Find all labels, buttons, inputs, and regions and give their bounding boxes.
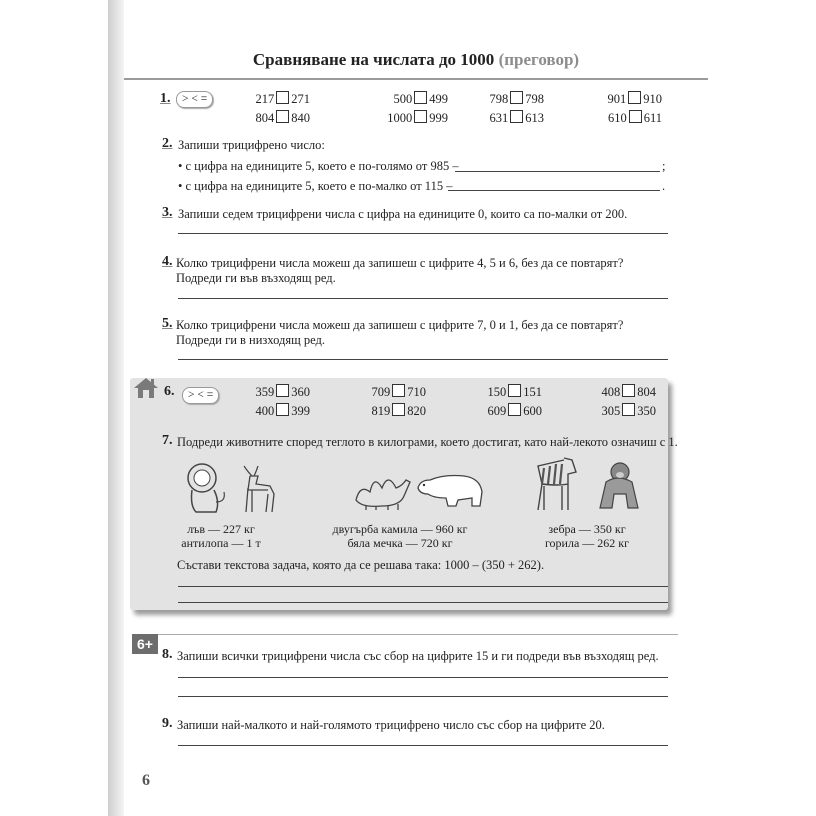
comparison-left-number: 804 — [255, 111, 275, 125]
comparison-answer-box[interactable] — [276, 384, 289, 397]
comparison-left-number: 819 — [371, 404, 391, 418]
task4-line1: Колко трицифрени числа можеш да запишеш с цифрите 4, 5 и 6, без да се повтарят? — [176, 256, 624, 270]
comparison-left-number: 408 — [601, 385, 621, 399]
task8-answer-line2[interactable] — [178, 696, 668, 697]
camel-illustration — [352, 466, 414, 517]
comparison-left-number: 1000 — [387, 111, 413, 125]
label-camel-bear — [330, 522, 470, 550]
comparison-item — [236, 403, 310, 419]
section-rule — [158, 634, 678, 635]
task6-symbols: > < = — [182, 387, 219, 404]
antelope-illustration — [234, 464, 278, 519]
comparison-right-number: 910 — [643, 92, 662, 106]
comparison-right-number: 600 — [523, 404, 542, 418]
comparison-right-number: 840 — [291, 111, 310, 125]
label-gorilla: горила — 262 кг — [544, 536, 630, 550]
task2-bullet2: • с цифра на единиците 5, което е по-малко от 115 – — [178, 179, 453, 193]
title-subtitle: (преговор) — [498, 50, 580, 69]
comparison-right-number: 271 — [291, 92, 310, 106]
comparison-answer-box[interactable] — [629, 110, 642, 123]
label-lion: лъв — 227 кг — [187, 522, 255, 536]
task7-answer-line2[interactable] — [178, 602, 668, 603]
comparison-answer-box[interactable] — [414, 110, 427, 123]
comparison-left-number: 609 — [487, 404, 507, 418]
comparison-left-number: 400 — [255, 404, 275, 418]
comparison-left-number: 709 — [371, 385, 391, 399]
label-bear: бяла мечка — 720 кг — [347, 536, 453, 550]
task2-number: 2. — [162, 136, 173, 151]
task3-answer-line[interactable] — [178, 233, 668, 234]
comparison-right-number: 399 — [291, 404, 310, 418]
comparison-answer-box[interactable] — [622, 403, 635, 416]
comparison-right-number: 798 — [525, 92, 544, 106]
task4-line2: Подреди ги във възходящ ред. — [176, 271, 336, 285]
comparison-right-number: 350 — [637, 404, 656, 418]
task5-answer-line[interactable] — [178, 359, 668, 360]
comparison-item — [364, 91, 448, 107]
comparison-answer-box[interactable] — [628, 91, 641, 104]
task2-answer-line1[interactable] — [455, 171, 660, 172]
comparison-answer-box[interactable] — [392, 403, 405, 416]
comparison-answer-box[interactable] — [276, 403, 289, 416]
comparison-left-number: 359 — [255, 385, 275, 399]
gorilla-illustration — [592, 460, 644, 517]
page-binding-shadow — [108, 0, 124, 816]
task3-text: Запиши седем трицифрени числа с цифра на единиците 0, които са по-малки от 200. — [178, 207, 628, 221]
label-camel: двугърба камила — 960 кг — [332, 522, 468, 536]
comparison-item — [586, 91, 662, 107]
comparison-answer-box[interactable] — [622, 384, 635, 397]
comparison-left-number: 217 — [255, 92, 275, 106]
comparison-right-number: 820 — [407, 404, 426, 418]
comparison-item — [466, 403, 542, 419]
comparison-right-number: 611 — [643, 111, 662, 125]
comparison-left-number: 901 — [607, 92, 627, 106]
task5-number: 5. — [162, 316, 173, 331]
task1-number: 1. — [160, 91, 171, 106]
comparison-left-number: 150 — [487, 385, 507, 399]
task3-number: 3. — [162, 205, 173, 220]
task5-line1: Колко трицифрени числа можеш да запишеш с цифрите 7, 0 и 1, без да се повтарят? — [176, 318, 624, 332]
label-antelope: антилопа — 1 т — [181, 536, 261, 550]
page-title — [124, 50, 708, 70]
task1-symbols: > < = — [176, 91, 213, 108]
task7-text: Подреди животните според теглото в килограми, което достигат, като най-лекото означиш с 1. — [177, 435, 678, 449]
comparison-left-number: 500 — [393, 92, 413, 106]
comparison-right-number: 499 — [429, 92, 448, 106]
comparison-answer-box[interactable] — [276, 91, 289, 104]
label-lion-antelope — [166, 522, 276, 550]
comparison-right-number: 804 — [637, 385, 656, 399]
polar-bear-illustration — [414, 470, 486, 515]
comparison-left-number: 305 — [601, 404, 621, 418]
comparison-right-number: 613 — [525, 111, 544, 125]
difficulty-badge: 6+ — [132, 634, 158, 654]
task5-line2: Подреди ги в низходящ ред. — [176, 333, 326, 347]
task4-number: 4. — [162, 254, 173, 269]
task2-text: Запиши трицифрено число: — [178, 138, 325, 152]
label-zebra: зебра — 350 кг — [548, 522, 626, 536]
label-zebra-gorilla — [532, 522, 642, 550]
zebra-illustration — [528, 456, 582, 517]
task6-number: 6. — [164, 384, 175, 399]
task9-number: 9. — [162, 716, 173, 731]
comparison-answer-box[interactable] — [510, 110, 523, 123]
comparison-item — [364, 110, 448, 126]
comparison-item — [584, 403, 656, 419]
comparison-answer-box[interactable] — [508, 384, 521, 397]
comparison-answer-box[interactable] — [276, 110, 289, 123]
comparison-item — [466, 384, 542, 400]
page-number: 6 — [142, 772, 150, 789]
task8-text: Запиши всички трицифрени числа със сбор на цифрите 15 и ги подреди във възходящ ред. — [177, 649, 659, 663]
comparison-right-number: 710 — [407, 385, 426, 399]
comparison-left-number: 631 — [489, 111, 509, 125]
comparison-item — [236, 91, 310, 107]
task7-answer-line1[interactable] — [178, 586, 668, 587]
task9-text: Запиши най-малкото и най-голямото трицифрено число със сбор на цифрите 20. — [177, 718, 605, 732]
task9-answer-line[interactable] — [178, 745, 668, 746]
task2-bullet1: • с цифра на единиците 5, което е по-голямо от 985 – — [178, 159, 459, 173]
title-main: Сравняване на числата до 1000 — [252, 50, 495, 69]
comparison-item — [350, 403, 426, 419]
comparison-answer-box[interactable] — [510, 91, 523, 104]
comparison-item — [584, 384, 656, 400]
comparison-right-number: 360 — [291, 385, 310, 399]
task2-bullet1-end: ; — [662, 159, 666, 173]
task8-answer-line1[interactable] — [178, 677, 668, 678]
comparison-item — [586, 110, 662, 126]
lion-illustration — [180, 462, 230, 519]
comparison-left-number: 610 — [607, 111, 627, 125]
comparison-item — [350, 384, 426, 400]
comparison-right-number: 151 — [523, 385, 542, 399]
comparison-item — [466, 110, 544, 126]
comparison-item — [236, 110, 310, 126]
task8-number: 8. — [162, 647, 173, 662]
comparison-answer-box[interactable] — [414, 91, 427, 104]
comparison-item — [236, 384, 310, 400]
title-rule — [124, 78, 708, 80]
task7-number: 7. — [162, 433, 173, 448]
comparison-left-number: 798 — [489, 92, 509, 106]
task7-compose: Състави текстова задача, която да се решава така: 1000 – (350 + 262). — [177, 558, 545, 572]
task2-answer-line2[interactable] — [448, 190, 660, 191]
comparison-answer-box[interactable] — [392, 384, 405, 397]
comparison-answer-box[interactable] — [508, 403, 521, 416]
task4-answer-line[interactable] — [178, 298, 668, 299]
home-icon — [132, 376, 160, 405]
task2-bullet2-end: . — [662, 179, 666, 193]
comparison-item — [466, 91, 544, 107]
comparison-right-number: 999 — [429, 111, 448, 125]
